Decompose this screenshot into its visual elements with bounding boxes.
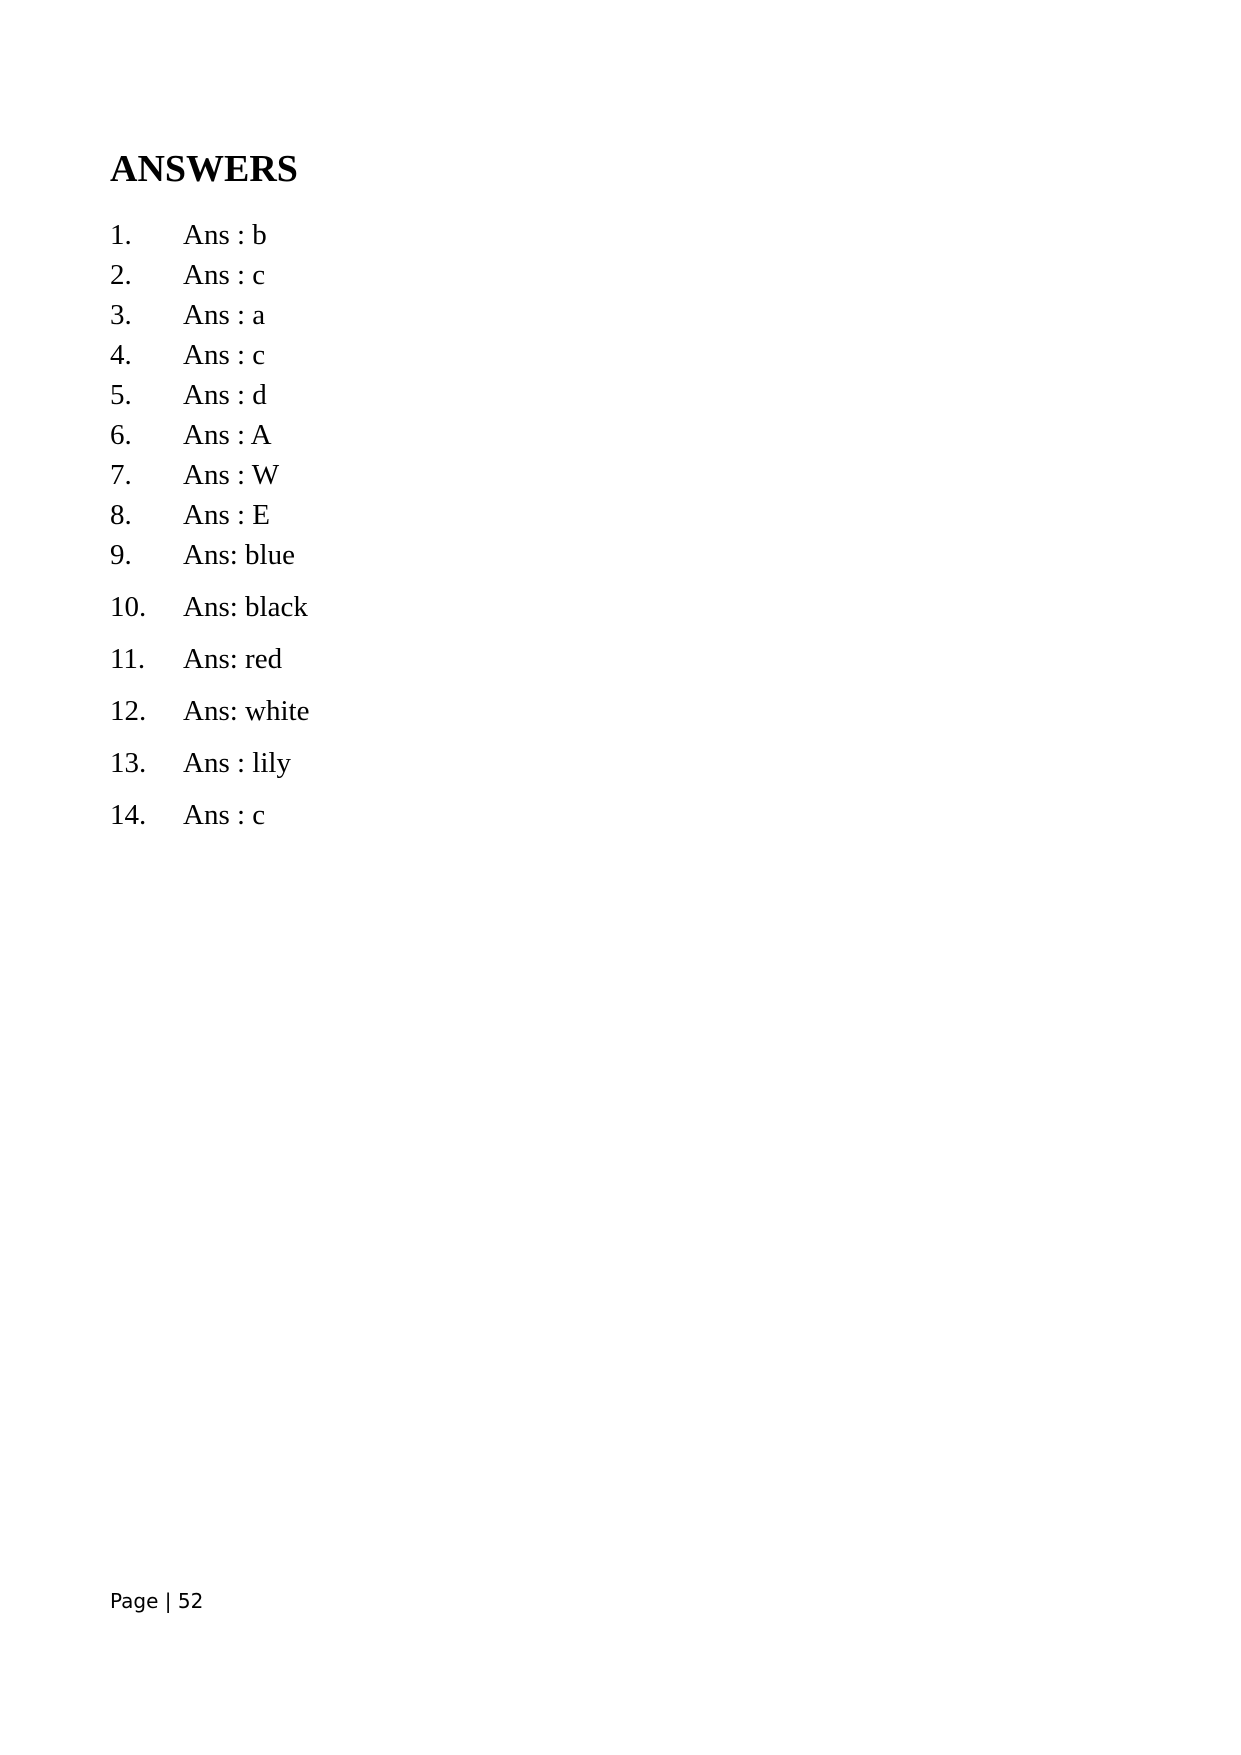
answer-number: 1.: [110, 219, 132, 251]
answer-number: 9.: [110, 539, 132, 571]
page-heading: ANSWERS: [110, 148, 298, 190]
answer-item-5: [110, 375, 267, 415]
answer-number: 8.: [110, 499, 132, 531]
answer-number: 3.: [110, 299, 132, 331]
answer-number: 14.: [110, 799, 147, 831]
answer-item-10: [110, 587, 308, 627]
answer-item-2: [110, 255, 265, 295]
answer-number: 6.: [110, 419, 132, 451]
answer-number: 12.: [110, 695, 147, 727]
answer-item-9: [110, 535, 295, 575]
answer-text: Ans : E: [183, 499, 270, 531]
answer-text: Ans : c: [183, 259, 266, 291]
answer-text: Ans: blue: [183, 539, 295, 571]
answer-item-4: [110, 335, 265, 375]
answer-item-8: [110, 495, 270, 535]
answer-text: Ans : c: [183, 799, 266, 831]
answer-item-3: [110, 295, 265, 335]
answer-number: 4.: [110, 339, 132, 371]
answer-text: Ans: black: [183, 591, 308, 623]
answer-number: 2.: [110, 259, 132, 291]
answer-text: Ans : A: [183, 419, 272, 451]
answer-item-13: [110, 743, 291, 783]
page-footer: Page | 52: [110, 1589, 204, 1613]
answer-text: Ans : b: [183, 219, 267, 251]
answer-number: 11.: [110, 643, 146, 675]
answer-text: Ans : lily: [183, 747, 291, 779]
answer-number: 13.: [110, 747, 147, 779]
answer-item-7: [110, 455, 279, 495]
answer-item-6: [110, 415, 272, 455]
answer-item-14: [110, 795, 265, 835]
answer-item-1: [110, 215, 267, 255]
answer-number: 10.: [110, 591, 147, 623]
answer-text: Ans: white: [183, 695, 310, 727]
answer-number: 5.: [110, 379, 132, 411]
answer-text: Ans : a: [183, 299, 266, 331]
answer-text: Ans : c: [183, 339, 266, 371]
answer-text: Ans : W: [183, 459, 280, 491]
answer-item-12: [110, 691, 309, 731]
answer-item-11: [110, 639, 282, 679]
answer-text: Ans : d: [183, 379, 267, 411]
answer-number: 7.: [110, 459, 132, 491]
answer-text: Ans: red: [183, 643, 283, 675]
